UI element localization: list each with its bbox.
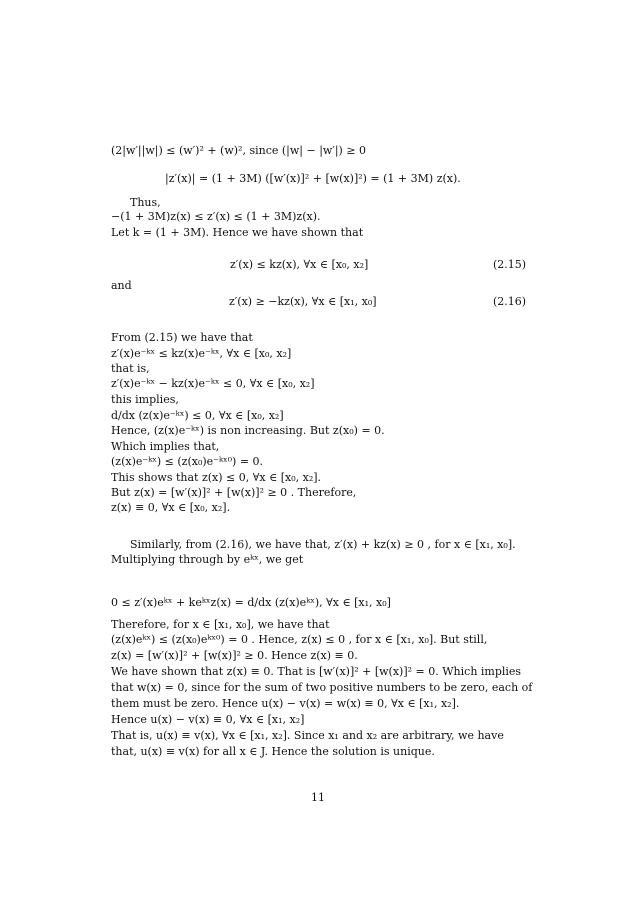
text-line: (z(x)e⁻ᵏˣ) ≤ (z(x₀)e⁻ᵏˣ⁰) = 0. <box>111 455 264 468</box>
text-line: That is, u(x) ≡ v(x), ∀x ∈ [x₁, x₂]. Since x₁ and x₂ are arbitrary, we have <box>111 729 504 742</box>
text-line: Multiplying through by eᵏˣ, we get <box>111 553 304 566</box>
page-number: 11 <box>311 791 325 804</box>
text-line: this implies, <box>111 393 179 406</box>
text-line: Hence, (z(x)e⁻ᵏˣ) is non increasing. But z(x₀) = 0. <box>111 424 385 437</box>
text-line: −(1 + 3M)z(x) ≤ z′(x) ≤ (1 + 3M)z(x). <box>111 210 321 223</box>
text-line: (2|w′||w|) ≤ (w′)² + (w)², since (|w| − |w′|) ≥ 0 <box>111 144 367 157</box>
text-line: that w(x) = 0, since for the sum of two positive numbers to be zero, each of <box>111 681 533 694</box>
equation-2-16: z′(x) ≥ −kz(x), ∀x ∈ [x₁, x₀] <box>229 295 377 308</box>
equation-2-15: z′(x) ≤ kz(x), ∀x ∈ [x₀, x₂] <box>230 258 369 271</box>
text-line: Hence u(x) − v(x) ≡ 0, ∀x ∈ [x₁, x₂] <box>111 713 305 726</box>
equation-number: (2.16) <box>493 295 527 308</box>
text-line: z′(x)e⁻ᵏˣ ≤ kz(x)e⁻ᵏˣ, ∀x ∈ [x₀, x₂] <box>111 347 292 360</box>
text-line: that is, <box>111 362 150 375</box>
text-line: We have shown that z(x) ≡ 0. That is [w′(x)]² + [w(x)]² = 0. Which implies <box>111 665 522 678</box>
text-line: Which implies that, <box>111 440 220 453</box>
equation-line: |z′(x)| = (1 + 3M) ([w′(x)]² + [w(x)]²) = (1 + 3M) z(x). <box>165 172 461 185</box>
text-line: (z(x)eᵏˣ) ≤ (z(x₀)eᵏˣ⁰) = 0 . Hence, z(x) ≤ 0 , for x ∈ [x₁, x₀]. But still, <box>111 633 488 646</box>
text-line: Thus, <box>130 196 161 209</box>
text-line: and <box>111 279 132 292</box>
text-line: From (2.15) we have that <box>111 331 253 344</box>
text-line: Therefore, for x ∈ [x₁, x₀], we have that <box>111 618 330 631</box>
text-line: Similarly, from (2.16), we have that, z′(x) + kz(x) ≥ 0 , for x ∈ [x₁, x₀]. <box>130 538 516 551</box>
equation-line: 0 ≤ z′(x)eᵏˣ + keᵏˣz(x) = d/dx (z(x)eᵏˣ), ∀x ∈ [x₁, x₀] <box>111 596 391 609</box>
text-line: z′(x)e⁻ᵏˣ − kz(x)e⁻ᵏˣ ≤ 0, ∀x ∈ [x₀, x₂] <box>111 377 315 390</box>
text-line: them must be zero. Hence u(x) − v(x) = w(x) ≡ 0, ∀x ∈ [x₁, x₂]. <box>111 697 460 710</box>
text-line: z(x) = [w′(x)]² + [w(x)]² ≥ 0. Hence z(x) ≡ 0. <box>111 649 358 662</box>
text-line: This shows that z(x) ≤ 0, ∀x ∈ [x₀, x₂]. <box>111 471 322 484</box>
text-line: Let k = (1 + 3M). Hence we have shown that <box>111 226 364 239</box>
text-line: that, u(x) ≡ v(x) for all x ∈ J. Hence the solution is unique. <box>111 745 435 758</box>
equation-number: (2.15) <box>493 258 527 271</box>
text-line: d/dx (z(x)e⁻ᵏˣ) ≤ 0, ∀x ∈ [x₀, x₂] <box>111 409 284 422</box>
text-line: z(x) ≡ 0, ∀x ∈ [x₀, x₂]. <box>111 501 231 514</box>
text-line: But z(x) = [w′(x)]² + [w(x)]² ≥ 0 . Therefore, <box>111 486 357 499</box>
